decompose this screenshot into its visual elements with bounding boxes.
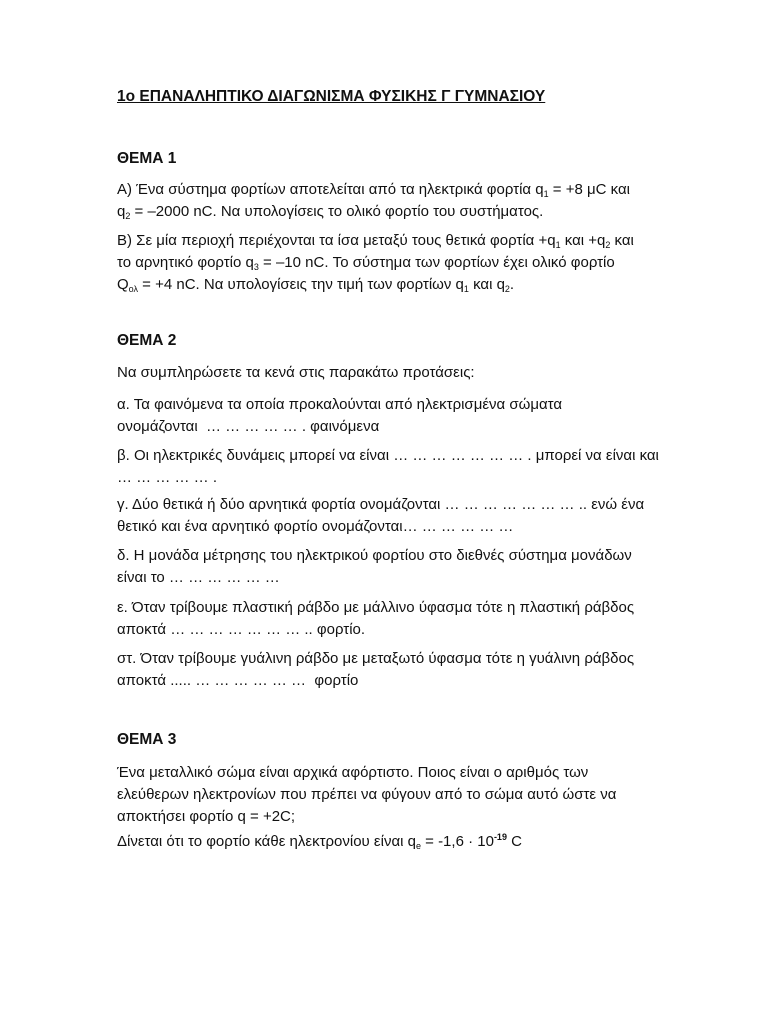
subscript: 3	[253, 262, 259, 272]
text-run: = –2000 nC. Να υπολογίσεις το ολικό φορτίο του συστήματος.	[130, 203, 544, 220]
text-run: και +q	[560, 232, 606, 249]
text-run: Β) Σε μία περιοχή περιέχονται τα ίσα μεταξύ τους θετικά φορτία +q	[117, 232, 556, 249]
line: αποκτά ..... … … … … … … φορτίο	[117, 672, 359, 689]
thema2-item-e	[117, 597, 662, 641]
thema2-item-b	[117, 445, 662, 489]
thema2-item-d	[117, 545, 662, 589]
line: είναι το … … … … … …	[117, 569, 280, 586]
line: β. Οι ηλεκτρικές δυνάμεις μπορεί να είναι … … … … … … … . μπορεί να είναι και	[117, 447, 659, 464]
line: ε. Όταν τρίβουμε πλαστική ράβδο με μάλλινο ύφασμα τότε η πλαστική ράβδος	[117, 599, 635, 616]
line: δ. Η μονάδα μέτρησης του ηλεκτρικού φορτίου στο διεθνές σύστημα μονάδων	[117, 547, 632, 564]
text-run: .	[509, 276, 515, 293]
line: ονομάζονται … … … … … . φαινόμενα	[117, 418, 380, 435]
line: Ένα μεταλλικό σώμα είναι αρχικά αφόρτιστο. Ποιος είναι ο αριθμός των	[117, 764, 589, 781]
line: … … … … … .	[117, 469, 218, 486]
subscript: ολ	[128, 284, 139, 294]
document-title: 1ο ΕΠΑΝΑΛΗΠΤΙΚΟ ΔΙΑΓΩΝΙΣΜΑ ΦΥΣΙΚΗΣ Γ ΓΥΜΝΑΣΙΟΥ	[117, 88, 546, 105]
thema1-question-a	[117, 179, 662, 223]
text-run: = –10 nC. Το σύστημα των φορτίων έχει ολικό φορτίο	[258, 254, 615, 271]
subscript: 1	[463, 284, 469, 294]
line: γ. Δύο θετικά ή δύο αρνητικά φορτία ονομάζονται … … … … … … … .. ενώ ένα	[117, 496, 645, 513]
thema1-question-b	[117, 230, 662, 296]
text-run: Δίνεται ότι το φορτίο κάθε ηλεκτρονίου είναι q	[117, 833, 416, 850]
text-run: Α) Ένα σύστημα φορτίων αποτελείται από τα ηλεκτρικά φορτία q	[117, 181, 544, 198]
subscript: 2	[605, 240, 611, 250]
thema2-item-f	[117, 648, 662, 692]
exponent: -19	[493, 832, 507, 842]
thema3-heading: ΘΕΜΑ 3	[117, 731, 177, 748]
thema3-problem	[117, 762, 662, 828]
subscript: 1	[543, 189, 549, 199]
thema2-item-c	[117, 494, 662, 538]
text-run: και	[610, 232, 634, 249]
text-run: q	[117, 203, 126, 220]
text-run: και q	[468, 276, 505, 293]
line: στ. Όταν τρίβουμε γυάλινη ράβδο με μεταξωτό ύφασμα τότε η γυάλινη ράβδος	[117, 650, 635, 667]
text-run: το αρνητικό φορτίο q	[117, 254, 254, 271]
subscript: 2	[504, 284, 510, 294]
line: αποκτήσει φορτίο q = +2C;	[117, 808, 296, 825]
text-run: = -1,6 · 10	[420, 833, 494, 850]
subscript: e	[415, 841, 421, 851]
thema2-heading: ΘΕΜΑ 2	[117, 332, 177, 349]
subscript: 2	[125, 211, 131, 221]
line: αποκτά … … … … … … … .. φορτίο.	[117, 621, 366, 638]
line: α. Τα φαινόμενα τα οποία προκαλούνται από ηλεκτρισμένα σώματα	[117, 396, 563, 413]
line: ελεύθερων ηλεκτρονίων που πρέπει να φύγουν από το σώμα αυτό ώστε να	[117, 786, 617, 803]
subscript: 1	[555, 240, 561, 250]
text-run: = +8 μC και	[548, 181, 630, 198]
text-run: C	[506, 833, 522, 850]
text-run: Q	[117, 276, 129, 293]
text-run: = +4 nC. Να υπολογίσεις την τιμή των φορτίων q	[138, 276, 464, 293]
thema3-given	[117, 831, 662, 853]
thema1-heading: ΘΕΜΑ 1	[117, 150, 177, 167]
thema2-item-a	[117, 394, 662, 438]
thema2-intro: Να συμπληρώσετε τα κενά στις παρακάτω προτάσεις:	[117, 364, 475, 381]
line: θετικό και ένα αρνητικό φορτίο ονομάζονται… … … … … …	[117, 518, 514, 535]
